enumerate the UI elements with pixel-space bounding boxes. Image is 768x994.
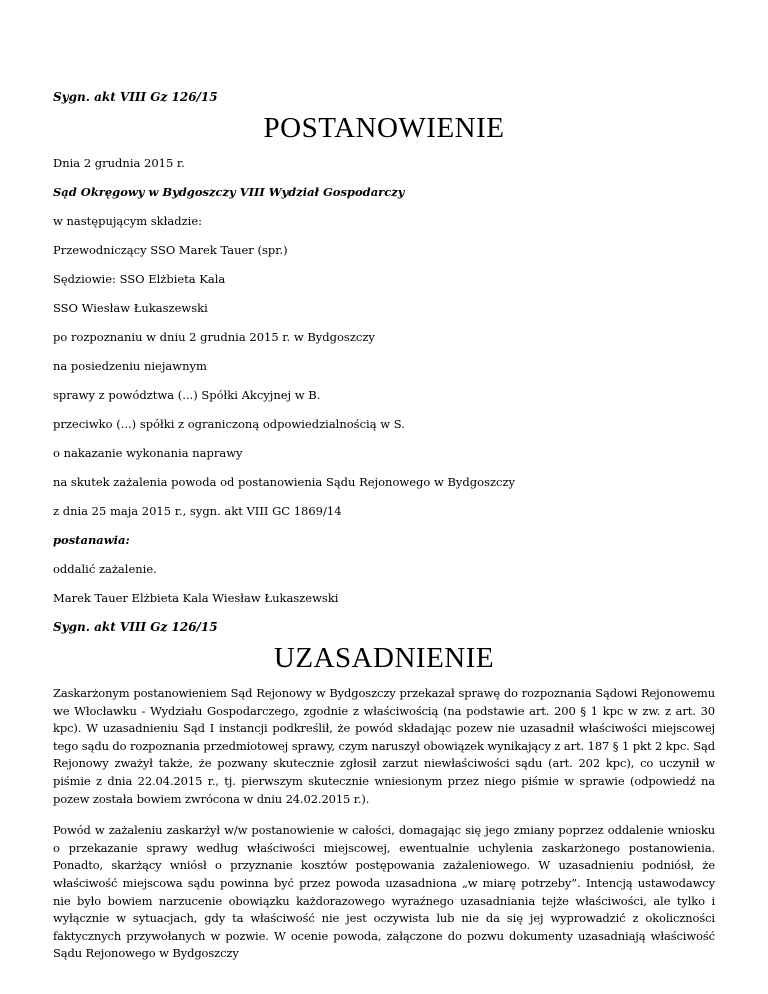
judges-line: Sędziowie: SSO Elżbieta Kala — [53, 272, 226, 286]
plaintiff-line: sprawy z powództwa (...) Spółki Akcyjnej w B. — [53, 388, 321, 402]
composition-intro: w następującym składzie: — [53, 214, 203, 228]
reference-line: z dnia 25 maja 2015 r., sygn. akt VIII GC 1869/14 — [53, 504, 342, 518]
justification-title: UZASADNIENIE — [273, 642, 495, 674]
signatures-line: Marek Tauer Elżbieta Kala Wiesław Łukaszewski — [53, 591, 339, 605]
defendant-line: przeciwko (...) spółki z ograniczoną odpowiedzialnością w S. — [53, 417, 405, 431]
resolves-heading: postanawia: — [53, 533, 130, 547]
second-judge: SSO Wiesław Łukaszewski — [53, 301, 208, 315]
hearing-line: po rozpoznaniu w dniu 2 grudnia 2015 r. w Bydgoszczy — [53, 330, 375, 344]
decision-title: POSTANOWIENIE — [263, 112, 505, 144]
ruling-line: oddalić zażalenie. — [53, 562, 157, 576]
justification-paragraph: Powód w zażaleniu zaskarżył w/w postanowienie w całości, domagając się jego zmiany poprzez oddalenie wniosku o przekazanie sprawy według właściwości miejscowej, ewentualnie uchylenia zaskarżonego postanowienia. Ponadto, skarżący wniósł o przyznanie kosztów postępowania zażaleniowego. W uzasadnieniu podniósł, że właściwość miejscowa sądu powinna być przez powoda uzasadniona „w miarę potrzeby”. Intencją ustawodawcy nie było bowiem narzucenie obowiązku każdorazowego wyraźnego uzasadniania tejże właściwości, ale tylko i wyłącznie w sytuacjach, gdy ta właściwość nie jest oczywista lub nie da się jej wyprowadzić z okoliczności faktycznych przywołanych w pozwie. W ocenie powoda, załączone do pozwu dokumenty uzasadniają właściwość Sądu Rejonowego w Bydgoszczy — [53, 823, 715, 961]
decision-date: Dnia 2 grudnia 2015 r. — [53, 156, 185, 170]
case-signature: Sygn. akt VIII Gz 126/15 — [53, 90, 218, 104]
subject-line: o nakazanie wykonania naprawy — [53, 446, 243, 460]
appeal-line: na skutek zażalenia powoda od postanowienia Sądu Rejonowego w Bydgoszczy — [53, 475, 516, 489]
justification-signature: Sygn. akt VIII Gz 126/15 — [53, 620, 218, 634]
session-line: na posiedzeniu niejawnym — [53, 359, 207, 373]
presiding-judge: Przewodniczący SSO Marek Tauer (spr.) — [53, 243, 288, 257]
justification-paragraph: Zaskarżonym postanowieniem Sąd Rejonowy w Bydgoszczy przekazał sprawę do rozpoznania Sądowi Rejonowemu we Włocławku - Wydziału Gospodarczego, zgodnie z właściwością (na podstawie art. 200 § 1 kpc w zw. z art. 30 kpc). W uzasadnieniu Sąd I instancji podkreślił, że powód składając pozew nie uzasadnił właściwości miejscowej tego sądu do rozpoznania przedmiotowej sprawy, czym naruszył obowiązek wynikający z art. 187 § 1 pkt 2 kpc. Sąd Rejonowy zważył także, że pozwany skutecznie zgłosił zarzut niewłaściwości sądu (art. 202 kpc), co uczynił w piśmie z dnia 22.04.2015 r., tj. pierwszym skutecznie wniesionym przez niego piśmie w sprawie (odpowiedź na pozew została bowiem zwrócona w dniu 24.02.2015 r.). — [53, 686, 715, 806]
court-name: Sąd Okręgowy w Bydgoszczy VIII Wydział Gospodarczy — [53, 185, 405, 199]
